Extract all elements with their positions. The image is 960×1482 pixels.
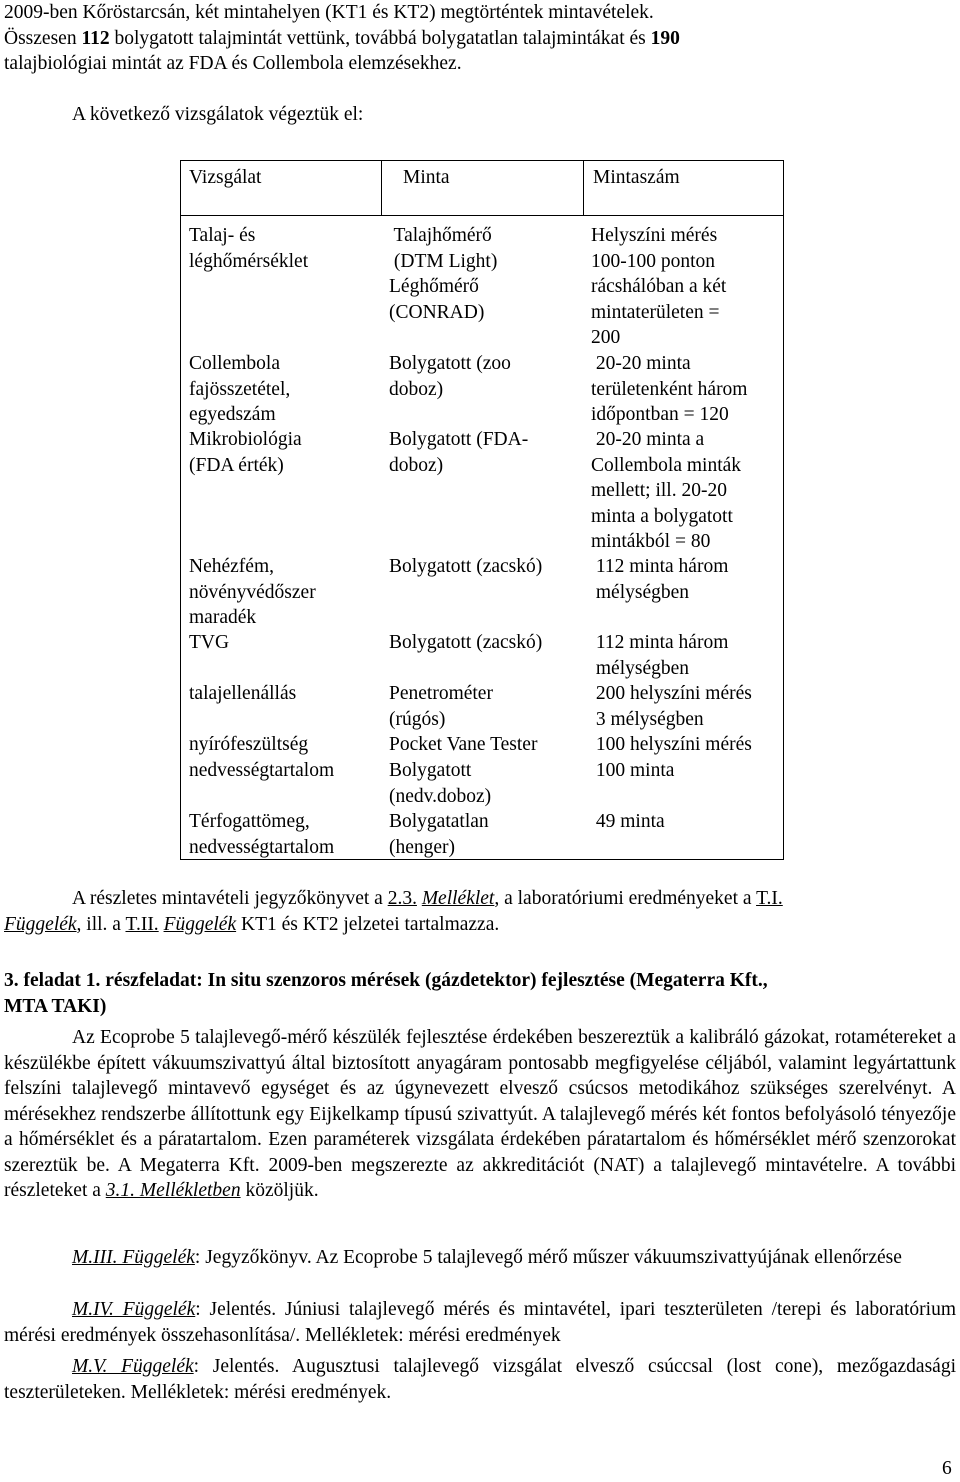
cell-line: Bolygatott (FDA- [389,429,529,450]
annex-text-b: , a laboratóriumi eredményeket a [494,888,757,909]
cell-line: 200 [591,327,621,348]
table-cell-r4-vizsgalat [189,554,379,631]
table-cell-r4-minta [389,554,584,580]
table-cell-r7-mintaszam [591,732,781,758]
cell-line: fajösszetétel, [189,378,291,400]
table-cell-r3-mintaszam [591,427,781,555]
reference-m-iv-label[interactable]: M.IV. Függelék [72,1299,196,1320]
table-cell-r3-vizsgalat [189,427,379,478]
cell-line: Mikrobiológia [189,429,302,450]
intro-line-2c: bolygatott talajmintát vettünk, továbbá bolygatatlan talajmintákat és [109,27,651,49]
section-body-paragraph [4,1025,956,1204]
cell-line: mélységben [591,581,690,603]
cell-line: nyírófeszültség [189,734,309,755]
cell-line: (rúgós) [389,708,446,730]
reference-m-iii-label[interactable]: M.III. Függelék [72,1247,195,1268]
cell-line: 3 mélységben [591,708,704,730]
cell-line: Collembola minták [591,454,742,476]
section-body-end: közöljük. [240,1180,319,1201]
cell-line: maradék [189,607,257,628]
annex-link-melleklet[interactable]: Melléklet [421,888,495,909]
table-cell-r9-minta [389,809,584,860]
reference-m-v-label[interactable]: M.V. Függelék [72,1356,194,1377]
table-cell-r6-mintaszam [591,681,781,732]
table-cell-r5-mintaszam [591,630,781,681]
cell-line: 100 minta [591,760,675,781]
cell-line: Pocket Vane Tester [389,734,538,755]
cell-line: 112 minta három [591,556,729,577]
table-cell-r6-vizsgalat [189,681,379,707]
table-cell-r5-minta [389,630,584,656]
annex-link-tii[interactable]: T.II. [125,913,159,935]
cell-line: mintaterületen = [591,301,720,323]
intro-paragraph [4,0,956,77]
cell-line: Bolygatott (zacskó) [389,556,543,577]
measurements-table [180,160,784,860]
table-cell-r9-vizsgalat [189,809,379,860]
header-vizsgalat: Vizsgálat [189,167,262,188]
cell-line: Talajhőmérő [389,225,492,246]
section-heading-line-2: MTA TAKI) [4,995,107,1017]
annex-link-2-3[interactable]: 2.3. [387,888,417,909]
table-cell-r1-vizsgalat [189,223,379,274]
annex-text-d: KT1 és KT2 jelzetei tartalmazza. [236,913,500,935]
table-cell-r8-vizsgalat [189,758,379,784]
table-lead-text: A következő vizsgálatok végeztük el: [72,104,364,125]
annex-link-ti[interactable]: T.I. [756,888,783,909]
cell-line: 112 minta három [591,632,729,653]
cell-line: 100-100 ponton [591,250,716,272]
cell-line: 20-20 minta a [591,429,705,450]
cell-line: 49 minta [591,811,665,832]
table-cell-r8-minta [389,758,584,809]
cell-line: (FDA érték) [189,454,284,476]
cell-line: rácshálóban a két [591,276,727,297]
cell-line: (DTM Light) [389,250,498,272]
section-heading-line-1: 3. feladat 1. részfeladat: In situ szenzoros mérések (gázdetektor) fejlesztése (Megaterra Kft., [4,970,768,991]
page-number: 6 [942,1458,952,1479]
table-cell-r3-minta [389,427,584,478]
cell-line: léghőmérséklet [189,250,309,272]
table-cell-r7-vizsgalat [189,732,379,758]
cell-line: Bolygatott (zoo [389,353,511,374]
cell-line: minta a bolygatott [591,505,733,527]
count-talajbiologiai: 190 [650,27,680,49]
cell-line: nedvességtartalom [189,836,335,858]
annex-text-a: A részletes mintavételi jegyzőkönyvet a [72,888,388,909]
section-body-text: Az Ecoprobe 5 talajlevegő-mérő készülék fejlesztése érdekében beszereztük a kalibráló gázokat, rotamétereket a készülékbe épített vákuumszivattyú által biztosított anyagáram pontosabb megfigyelése céljából, valamint legyártattunk felszíni talajlevegő mintavevő egységet és az úgynevezett elvesző csúcsos metodikához szükséges szerelvényt. A mérésekhez rendszerbe állítottunk egy Eijkelkamp típusú szivattyút. A talajlevegő mérés két fontos befolyásoló tényezője a hőmérséklet és a páratartalom. Ezen paraméterek vizsgálata érdekében páratartalom és hőmérséklet mérő szenzorokat szereztük be. A Megaterra Kft. 2009-ben megszerezte az akkreditációt (NAT) a talajlevegő mintavételre. A további részleteket a [4,1027,956,1201]
intro-line-2a: Összesen [4,27,82,49]
cell-line: Nehézfém, [189,556,274,577]
intro-line-3: talajbiológiai mintát az FDA és Collembola elemzésekhez. [4,53,462,74]
count-bolygatott: 112 [81,27,110,49]
table-cell-r1-minta [389,223,584,325]
cell-line: területenként három [591,378,748,400]
intro-line-1: 2009-ben Kőröstarcsán, két mintahelyen (KT1 és KT2) megtörténtek mintavételek. [4,2,654,23]
cell-line: 100 helyszíni mérés [591,734,752,755]
section-heading [4,968,956,1019]
reference-m-iv [4,1297,956,1348]
table-cell-r2-minta [389,351,584,402]
annex-text-c: , ill. a [76,913,126,935]
cell-line: egyedszám [189,404,276,425]
cell-line: TVG [189,632,230,653]
table-cell-r5-vizsgalat [189,630,379,656]
table-cell-r4-mintaszam [591,554,781,605]
reference-m-iii [4,1245,956,1271]
reference-m-v [4,1354,956,1405]
table-cell-r6-minta [389,681,584,732]
reference-m-iii-text: : Jegyzőkönyv. Az Ecoprobe 5 talajlevegő mérő műszer vákuumszivattyújának ellenőrzése [194,1247,902,1268]
cell-line: mintákból = 80 [591,531,711,552]
table-cell-r8-mintaszam [591,758,781,784]
cell-line: növényvédőszer [189,581,316,603]
cell-line: Talaj- és [189,225,256,246]
cell-line: (nedv.doboz) [389,785,492,807]
reference-m-v-text: : Jelentés. Augusztusi talajlevegő vizsgálat elvesző csúccsal (lost cone), mezőgazdasági teszterületeken. Mellékletek: mérési eredmények. [4,1356,956,1403]
annex-link-ti-fuggelek[interactable]: Függelék [4,913,77,935]
cell-line: időpontban = 120 [591,404,729,425]
cell-line: doboz) [389,378,444,400]
cell-line: 200 helyszíni mérés [591,683,752,704]
cell-line: mellett; ill. 20-20 [591,480,727,501]
cell-line: Térfogattömeg, [189,811,310,832]
cell-line: mélységben [591,657,690,679]
melleklet-3-1-link[interactable]: 3.1. Mellékletben [105,1180,241,1201]
cell-line: Bolygatatlan [389,811,489,832]
cell-line: (CONRAD) [389,301,485,323]
header-rule [181,215,783,216]
header-divider-1 [381,161,382,215]
cell-line: talajellenállás [189,683,297,704]
annex-link-tii-fuggelek[interactable]: Függelék [163,913,237,935]
cell-line: 20-20 minta [591,353,691,374]
header-minta: Minta [403,167,450,188]
reference-m-iv-text: : Jelentés. Júniusi talajlevegő mérés és mintavétel, ipari teszterületen /terepi és laboratórium mérési eredmények összehasonlítása/. Mellékletek: mérési eredmények [4,1299,956,1346]
cell-line: nedvességtartalom [189,760,335,781]
table-cell-r9-mintaszam [591,809,781,835]
cell-line: Bolygatott [389,760,472,781]
cell-line: Collembola [189,353,280,374]
table-cell-r2-mintaszam [591,351,781,428]
cell-line: Léghőmérő [389,276,479,297]
header-mintaszam: Mintaszám [593,167,680,188]
table-cell-r2-vizsgalat [189,351,379,428]
cell-line: Penetrométer [389,683,493,704]
table-cell-r1-mintaszam [591,223,781,351]
annex-reference-paragraph [4,886,956,937]
table-cell-r7-minta [389,732,584,758]
cell-line: (henger) [389,836,456,858]
cell-line: doboz) [389,454,444,476]
cell-line: Helyszíni mérés [591,225,718,246]
cell-line: Bolygatott (zacskó) [389,632,543,653]
